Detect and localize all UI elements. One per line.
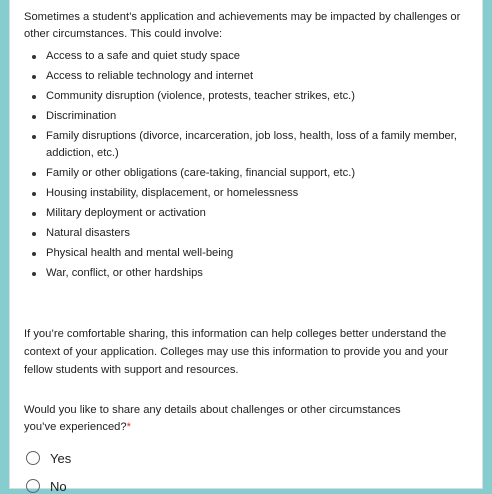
- radio-yes[interactable]: [26, 451, 40, 465]
- challenge-list-item: Physical health and mental well-being: [24, 245, 468, 262]
- share-question-line2: you’ve experienced?: [24, 421, 127, 433]
- challenge-list-item: Community disruption (violence, protests, teacher strikes, etc.): [24, 88, 468, 105]
- challenge-list-item: Access to a safe and quiet study space: [24, 48, 468, 65]
- challenge-list-item: Access to reliable technology and internet: [24, 68, 468, 85]
- challenges-form-card: [9, 0, 483, 494]
- option-yes-label[interactable]: Yes: [50, 450, 72, 466]
- challenges-list: [24, 48, 468, 282]
- challenge-list-item: War, conflict, or other hardships: [24, 265, 468, 282]
- share-options-radio-group: [24, 444, 468, 494]
- share-question: [24, 402, 468, 436]
- intro-text: Sometimes a student’s application and achievements may be impacted by challenges or other circumstances. This could involve:: [24, 11, 461, 40]
- share-question-line1: Would you like to share any details about challenges or other circumstances: [24, 404, 401, 416]
- challenge-list-item: Housing instability, displacement, or homelessness: [24, 185, 468, 202]
- option-no[interactable]: [24, 472, 468, 494]
- challenge-list-item: Military deployment or activation: [24, 205, 468, 222]
- option-no-label[interactable]: No: [50, 478, 67, 494]
- radio-no[interactable]: [26, 479, 40, 493]
- required-asterisk: *: [126, 421, 131, 433]
- challenge-list-item: Family or other obligations (care-taking, financial support, etc.): [24, 165, 468, 182]
- challenge-list-item: Family disruptions (divorce, incarceration, job loss, health, loss of a family member, addiction, etc.): [24, 128, 468, 162]
- challenge-list-item: Discrimination: [24, 108, 468, 125]
- context-text: If you’re comfortable sharing, this information can help colleges better understand the context of your application. Colleges may use this information to provide you and your fellow students with support and resources.: [24, 328, 449, 376]
- challenge-list-item: Natural disasters: [24, 225, 468, 242]
- option-yes[interactable]: [24, 444, 468, 472]
